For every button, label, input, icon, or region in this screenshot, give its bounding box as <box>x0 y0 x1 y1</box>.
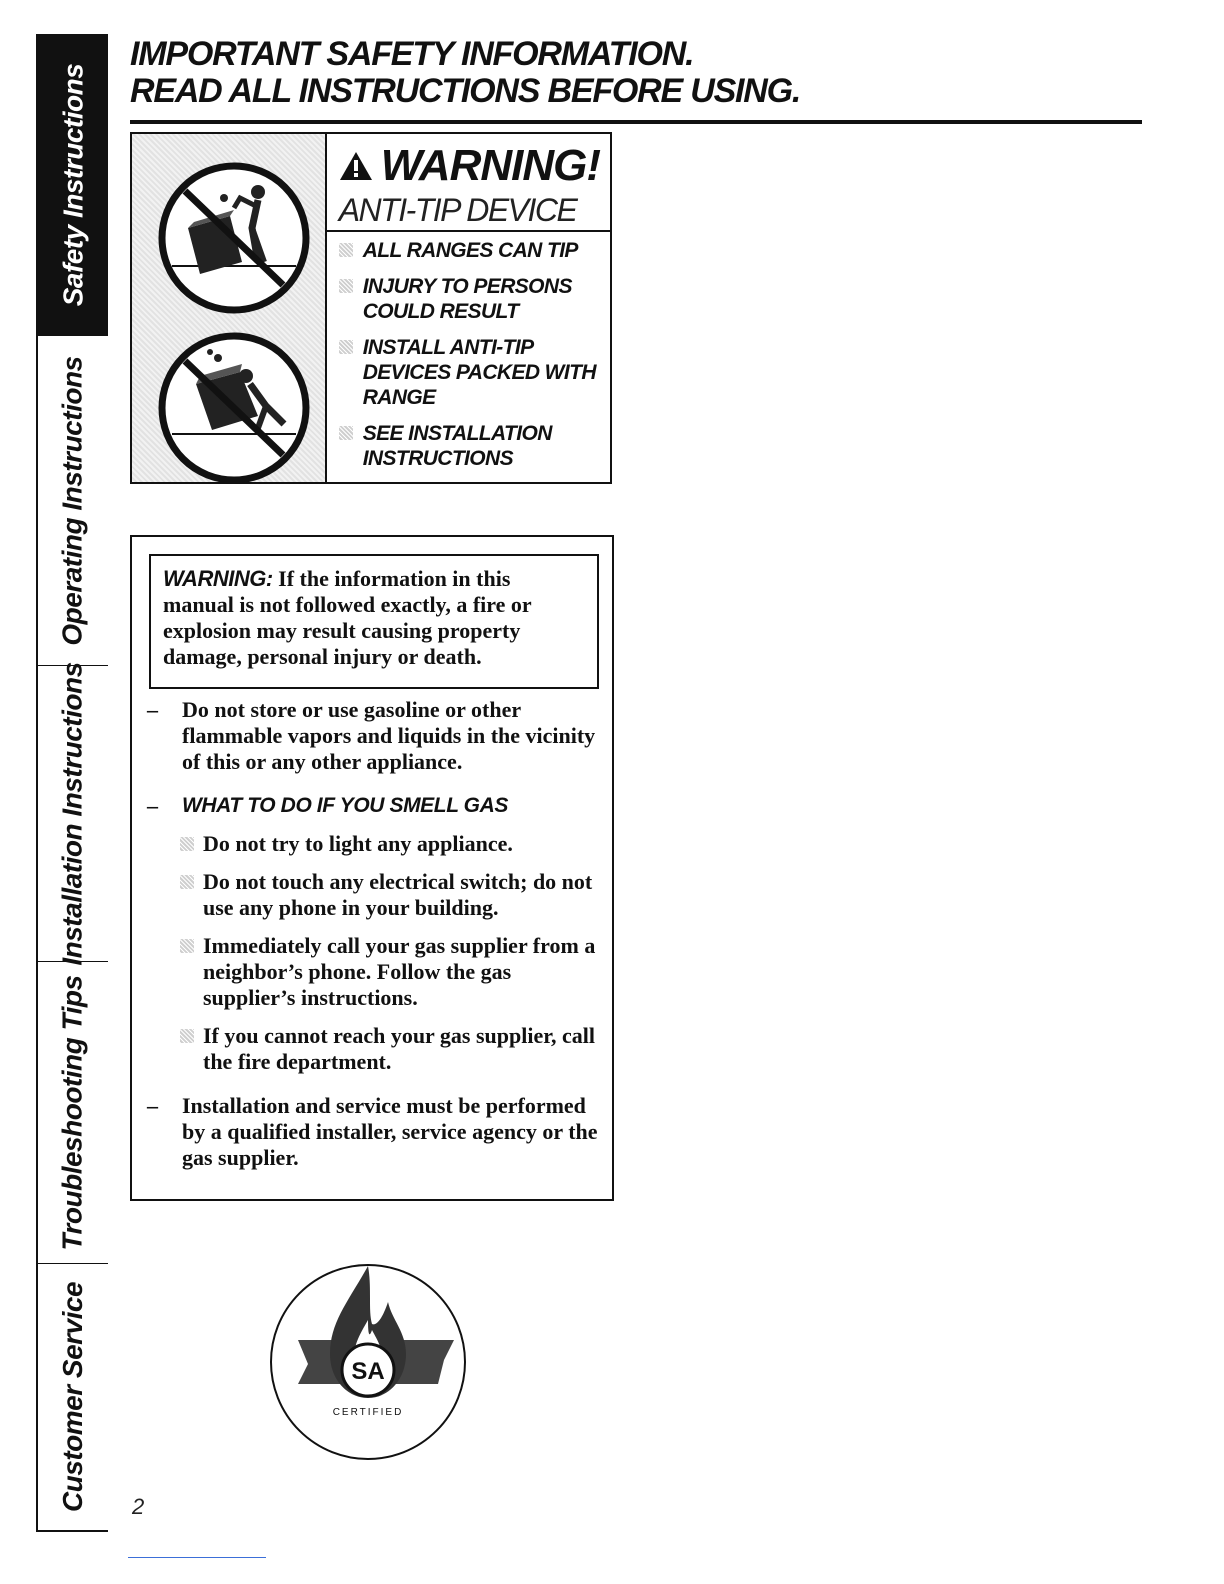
list-item <box>339 421 600 471</box>
anti-tip-warning <box>130 132 612 484</box>
list-item-text: Do not try to light any appliance. <box>203 831 513 856</box>
logo-mark: SA <box>351 1358 385 1385</box>
page-header <box>130 36 1142 124</box>
list-item-text: If you cannot reach your gas supplier, call the fire department. <box>203 1023 595 1074</box>
list-item <box>180 1023 607 1075</box>
range-falling-icon <box>154 328 314 488</box>
gas-instructions <box>147 697 607 1189</box>
tab-operating-instructions[interactable] <box>38 336 108 666</box>
square-bullet-icon <box>339 243 353 257</box>
square-bullet-icon <box>180 875 194 889</box>
tab-troubleshooting-tips[interactable] <box>38 962 108 1264</box>
list-item-text: SEE INSTALLATION <box>362 422 552 445</box>
list-item <box>180 933 607 1011</box>
list-item-text: Immediately call your gas supplier from a neighbor’s phone. Follow the gas supplier’s instructions. <box>203 933 596 1010</box>
fire-explosion-warning <box>149 554 599 689</box>
page-number: 2 <box>132 1494 145 1519</box>
warning-heading <box>339 140 600 192</box>
list-item-text: COULD RESULT <box>362 300 519 323</box>
tab-safety-instructions[interactable] <box>38 34 108 336</box>
list-item-text: INSTALL ANTI-TIP <box>362 336 534 359</box>
list-item <box>147 697 607 775</box>
list-item <box>339 274 600 324</box>
list-item <box>339 238 600 263</box>
list-item <box>180 831 607 857</box>
square-bullet-icon <box>339 279 353 293</box>
list-item-text: Installation and service must be performed by a qualified installer, service agency or the gas supplier. <box>182 1093 598 1170</box>
gas-warning-box <box>130 535 614 1201</box>
tab-label: Installation Instructions <box>57 661 88 966</box>
list-item-text: Do not store or use gasoline or other flammable vapors and liquids in the vicinity of this or any other appliance. <box>182 697 596 774</box>
list-item-text: Do not touch any electrical switch; do not use any phone in your building. <box>203 869 593 920</box>
anti-tip-text <box>327 134 610 482</box>
square-bullet-icon <box>180 1029 194 1043</box>
list-item <box>147 793 607 819</box>
warning-title: WARNING! <box>380 141 600 190</box>
anti-tip-subtitle: ANTI-TIP DEVICE <box>327 192 610 232</box>
warning-label: WARNING: <box>163 566 273 591</box>
list-item-text: INSTRUCTIONS <box>362 447 513 470</box>
page-title-line2: READ ALL INSTRUCTIONS BEFORE USING. <box>130 72 801 110</box>
tab-label: Troubleshooting Tips <box>57 974 88 1251</box>
tab-customer-service[interactable] <box>38 1264 108 1530</box>
smell-gas-heading: WHAT TO DO IF YOU SMELL GAS <box>182 794 508 817</box>
list-item-text: RANGE <box>362 386 436 409</box>
dash-bullet: – <box>147 793 158 818</box>
square-bullet-icon <box>180 837 194 851</box>
list-item-text: ALL RANGES CAN TIP <box>362 239 578 262</box>
list-item <box>180 869 607 921</box>
logo-caption: CERTIFIED <box>332 1407 404 1418</box>
tab-label: Safety Instructions <box>57 63 88 306</box>
list-item <box>339 335 600 410</box>
list-item-text: INJURY TO PERSONS <box>362 275 572 298</box>
warning-triangle-icon <box>339 151 373 181</box>
list-item <box>147 1093 607 1171</box>
tab-label: Operating Instructions <box>57 355 88 646</box>
tip-illustration-panel <box>132 134 327 482</box>
dash-bullet: – <box>147 697 158 722</box>
square-bullet-icon <box>339 426 353 440</box>
dash-bullet: – <box>147 1093 158 1118</box>
anti-tip-list <box>339 238 600 471</box>
tab-label: Customer Service <box>57 1281 89 1513</box>
page-title-line1: IMPORTANT SAFETY INFORMATION. <box>130 35 694 73</box>
warning-text: If the information in this manual is not followed exactly, a fire or explosion may result causing property damage, personal injury or death. <box>163 566 532 669</box>
range-tipping-icon <box>154 158 314 318</box>
smell-gas-list <box>180 831 607 1075</box>
square-bullet-icon <box>339 340 353 354</box>
side-tabs <box>36 34 108 1532</box>
csa-certified-logo <box>268 1262 468 1462</box>
square-bullet-icon <box>180 939 194 953</box>
tab-installation-instructions[interactable] <box>38 661 108 966</box>
footer-rule <box>128 1557 266 1558</box>
list-item-text: DEVICES PACKED WITH <box>362 361 596 384</box>
